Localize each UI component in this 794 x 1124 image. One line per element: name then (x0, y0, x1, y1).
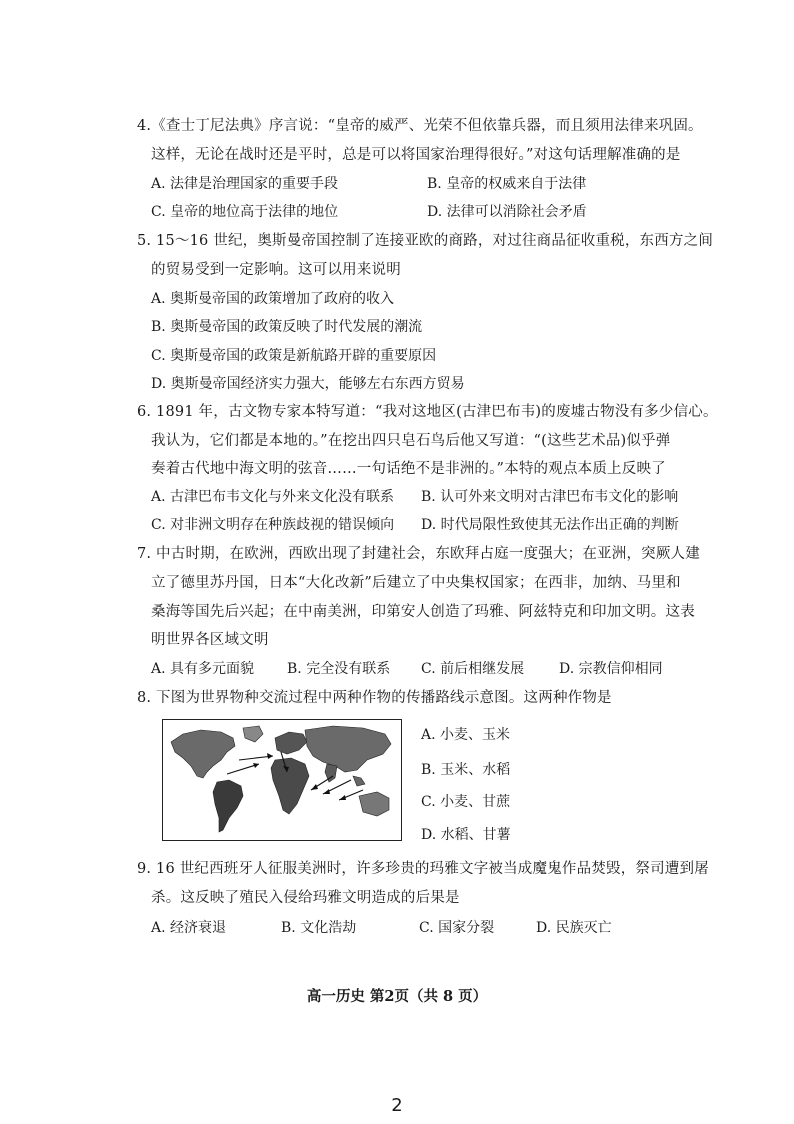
question-6-line-1: 6. 1891 年，古文物专家本特写道：“我对这地区(古津巴布韦)的废墟古物没有多少信心。 (137, 404, 718, 420)
question-9-option-d: D. 民族灭亡 (536, 920, 612, 936)
question-4-line-2: 这样，无论在战时还是平时，总是可以将国家治理得很好。”对这句话理解准确的是 (151, 147, 681, 163)
question-8-line-1: 8. 下图为世界物种交流过程中两种作物的传播路线示意图。这两种作物是 (137, 690, 612, 706)
asia-landmass (305, 726, 391, 772)
question-7-line-1: 7. 中古时期，在欧洲，西欧出现了封建社会，东欧拜占庭一度强大；在亚洲，突厥人建 (137, 546, 700, 562)
question-4-option-b: B. 皇帝的权威来自于法律 (427, 176, 587, 192)
world-crop-spread-map (162, 719, 402, 841)
question-7-option-d: D. 宗教信仰相同 (559, 661, 663, 677)
question-7-line-3: 桑海等国先后兴起；在中南美洲，印第安人创造了玛雅、阿兹特克和印加文明。这表 (151, 604, 695, 620)
question-4-option-c: C. 皇帝的地位高于法律的地位 (151, 204, 339, 220)
question-5-option-a: A. 奥斯曼帝国的政策增加了政府的收入 (151, 291, 395, 307)
question-8-option-c: C. 小麦、甘蔗 (421, 794, 511, 810)
question-7-option-a: A. 具有多元面貌 (151, 661, 255, 677)
page-footer: 高一历史 第2页（共 8 页） (306, 988, 488, 1005)
se-asia-islands (353, 776, 365, 786)
europe-landmass (275, 732, 307, 754)
world-map-figure (163, 720, 401, 840)
question-5-line-1: 5. 15～16 世纪，奥斯曼帝国控制了连接亚欧的商路，对过往商品征收重税，东西方之间 (137, 233, 714, 249)
question-6-option-a: A. 古津巴布韦文化与外来文化没有联系 (151, 489, 395, 505)
question-8-option-d: D. 水稻、甘薯 (421, 827, 511, 843)
question-6-line-2: 我认为，它们都是本地的。”在挖出四只皂石鸟后他又写道：“(这些艺术品)似乎弹 (151, 433, 671, 449)
question-5-option-d: D. 奥斯曼帝国经济实力强大，能够左右东西方贸易 (151, 376, 465, 392)
question-4-option-d: D. 法律可以消除社会矛盾 (427, 204, 587, 220)
north-america-landmass (171, 730, 235, 778)
question-6-option-b: B. 认可外来文明对古津巴布韦文化的影响 (421, 489, 679, 505)
question-6-line-3: 奏着古代地中海文明的弦音……一句话绝不是非洲的。”本特的观点本质上反映了 (151, 461, 666, 477)
question-7-option-c: C. 前后相继发展 (421, 661, 525, 677)
question-7-option-b: B. 完全没有联系 (287, 661, 391, 677)
arrow-head-5 (323, 789, 330, 794)
question-6-option-d: D. 时代局限性致使其无法作出正确的判断 (421, 517, 679, 533)
question-7-line-2: 立了德里苏丹国，日本“大化改新”后建立了中央集权国家；在西非，加纳、马里和 (151, 575, 681, 591)
question-5-option-b: B. 奥斯曼帝国的政策反映了时代发展的潮流 (151, 319, 423, 335)
question-9-line-1: 9. 16 世纪西班牙人征服美洲时，许多珍贵的玛雅文字被当成魔鬼作品焚毁，祭司遭到屠 (137, 861, 709, 877)
question-7-line-4: 明世界各区域文明 (151, 632, 269, 648)
question-9-line-2: 杀。这反映了殖民入侵给玛雅文明造成的后果是 (151, 890, 460, 906)
question-4-line-1: 4.《查士丁尼法典》序言说：“皇帝的威严、光荣不但依靠兵器，而且须用法律来巩固。 (137, 118, 703, 134)
africa-landmass (271, 758, 309, 814)
question-5-option-c: C. 奥斯曼帝国的政策是新航路开辟的重要原因 (151, 348, 437, 364)
australia-landmass (359, 792, 389, 816)
arrow-head-1 (267, 753, 273, 759)
question-6-option-c: C. 对非洲文明存在种族歧视的错误倾向 (151, 517, 395, 533)
question-8-option-b: B. 玉米、水稻 (421, 762, 511, 778)
question-5-line-2: 的贸易受到一定影响。这可以用来说明 (151, 262, 401, 278)
greenland-landmass (243, 726, 263, 742)
south-america-landmass (213, 780, 243, 832)
question-9-option-a: A. 经济衰退 (151, 920, 227, 936)
question-8-option-a: A. 小麦、玉米 (421, 727, 511, 743)
question-4-option-a: A. 法律是治理国家的重要手段 (151, 176, 339, 192)
arrow-head-6 (339, 795, 346, 800)
arrow-head-4 (311, 784, 318, 790)
question-9-option-c: C. 国家分裂 (419, 920, 495, 936)
page-number: 2 (391, 1095, 403, 1116)
question-9-option-b: B. 文化浩劫 (281, 920, 357, 936)
